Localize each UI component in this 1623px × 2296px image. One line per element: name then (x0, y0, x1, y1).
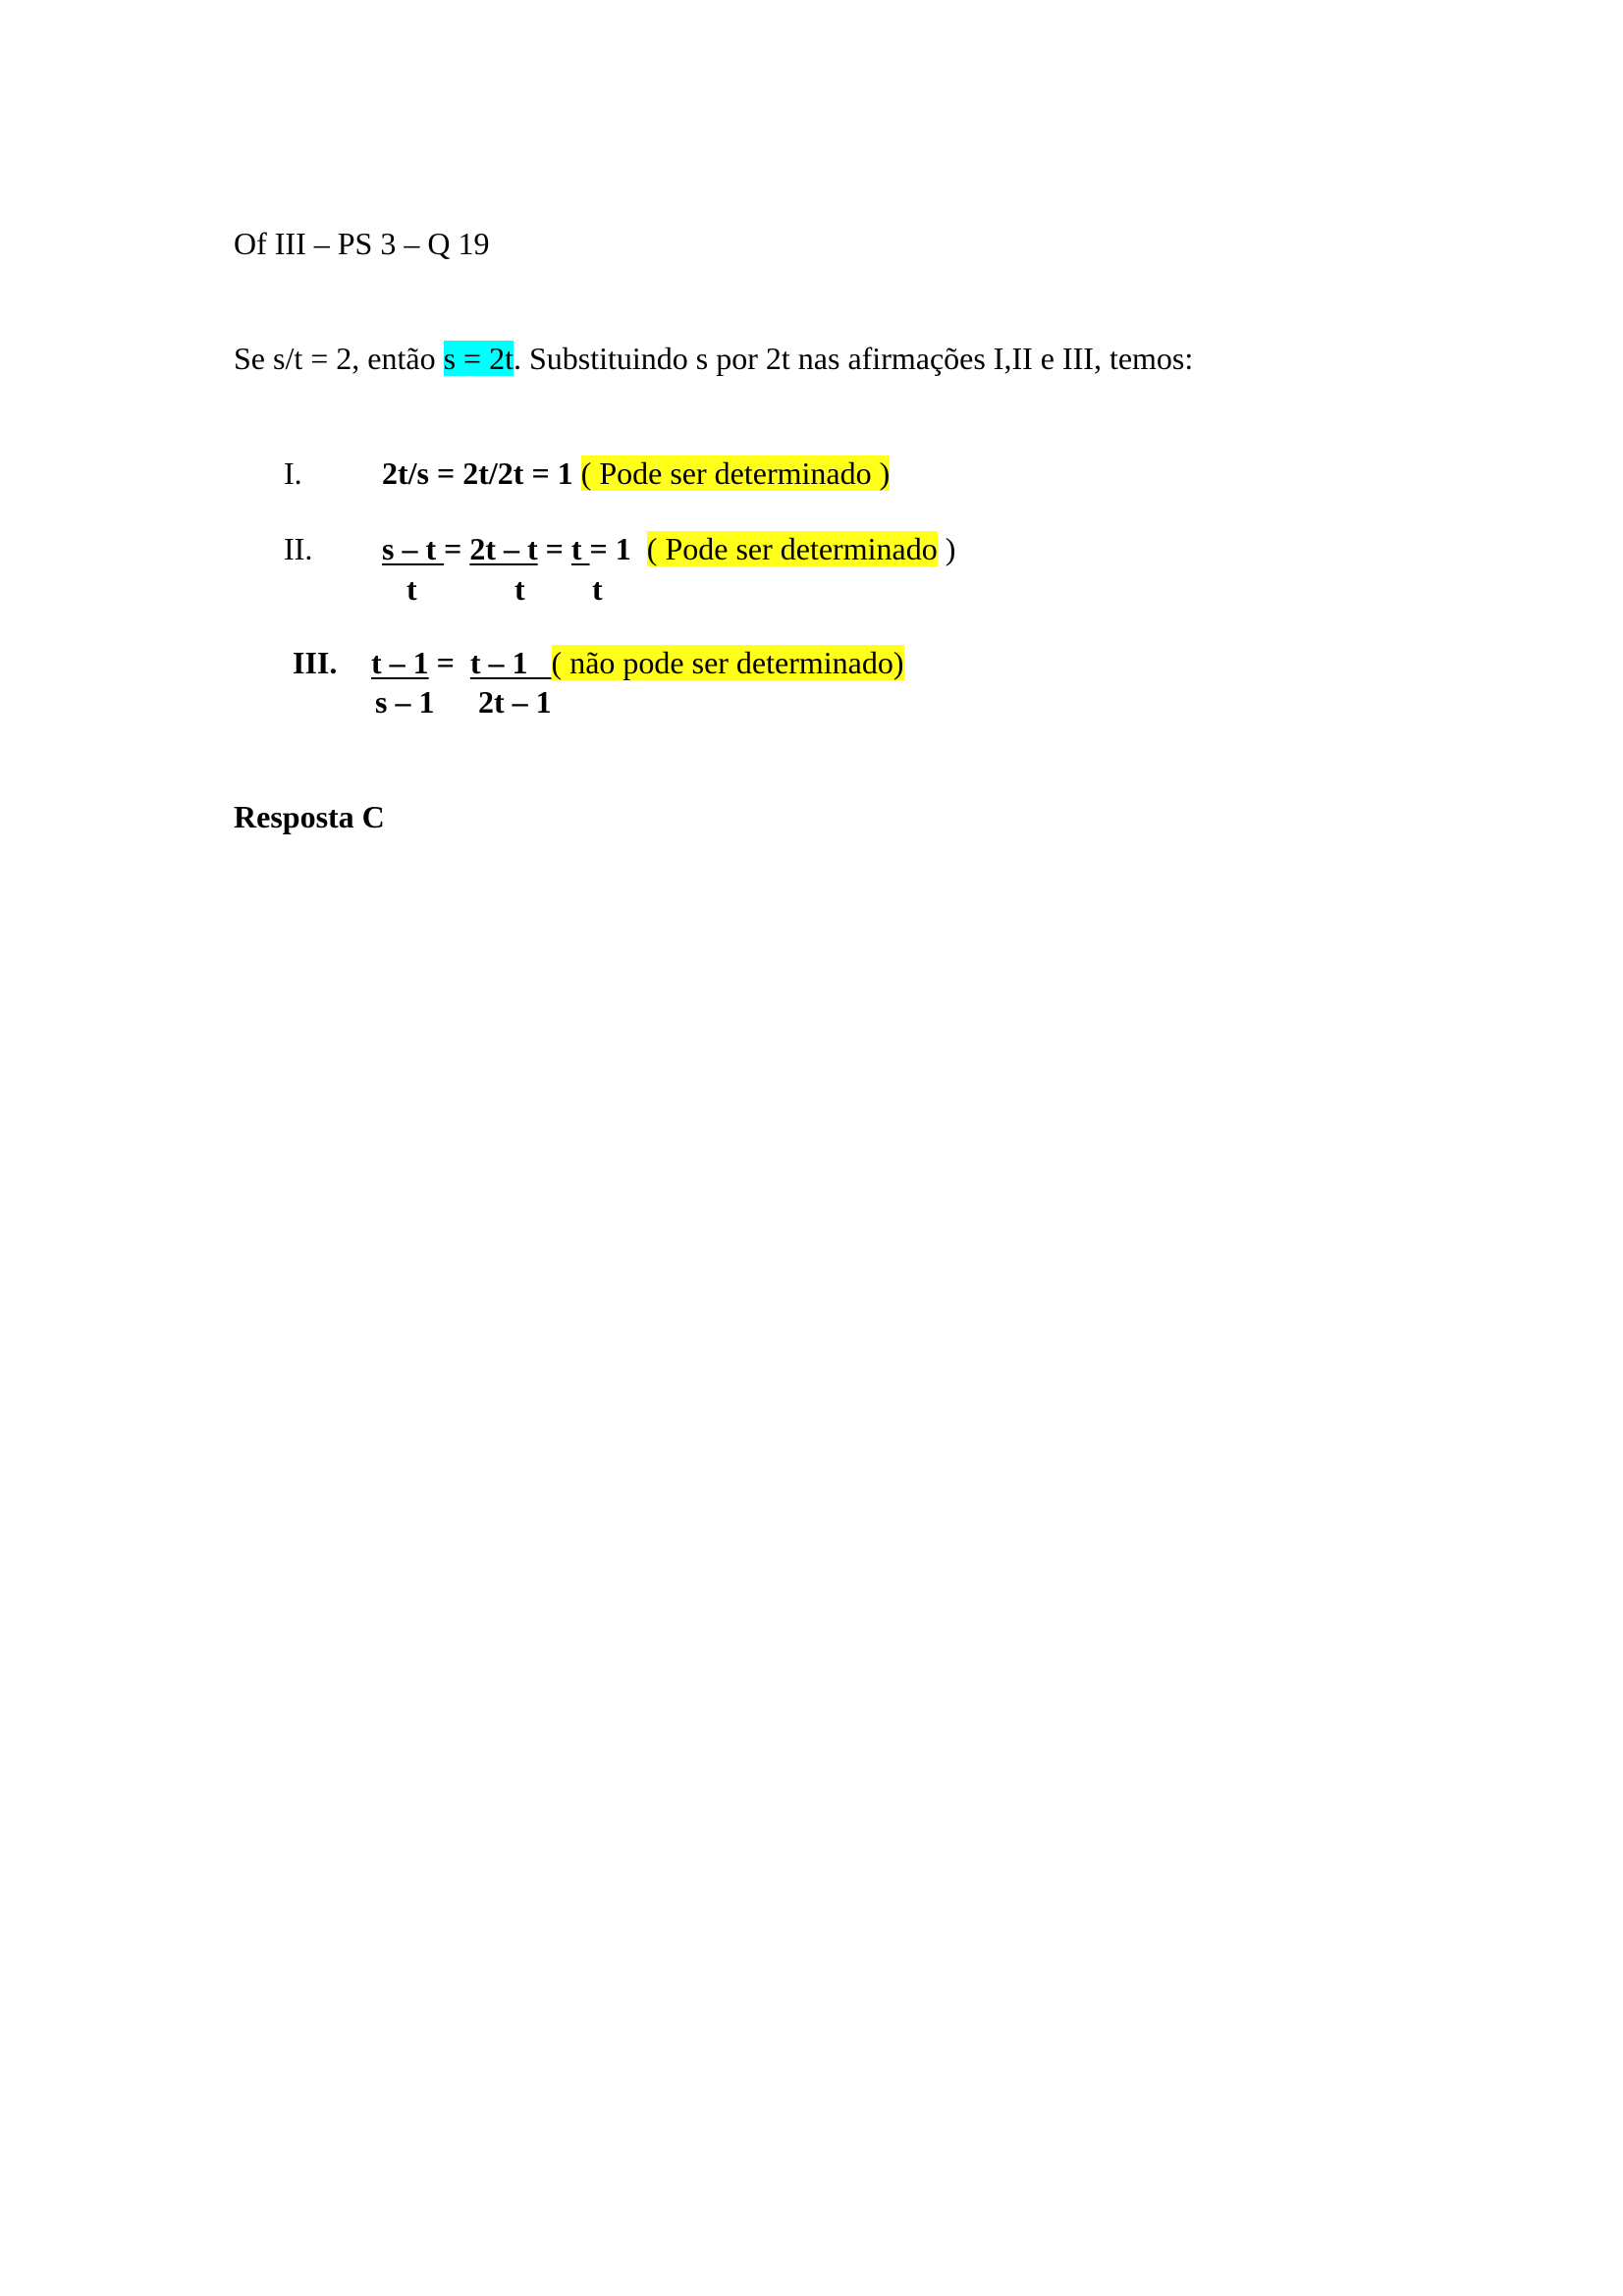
item-1-equation: 2t/s = 2t/2t = 1 (382, 455, 581, 491)
item-2-equals-1: = (444, 531, 470, 566)
item-2-note-close: ) (937, 531, 956, 566)
item-2-denominator-2: t (514, 571, 525, 607)
intro-text-before: Se s/t = 2, então (234, 341, 444, 376)
item-3-note: ( não pode ser determinado) (551, 645, 904, 680)
item-1-row (382, 457, 890, 489)
item-2-numerator-1: s – t (382, 531, 445, 566)
item-3-numeral: III. (293, 645, 338, 680)
item-2-equals-2: = (537, 531, 571, 566)
intro-text-after: . Substituindo s por 2t nas afirmações I,II e III, temos: (513, 341, 1194, 376)
item-2-note: ( Pode ser determinado (646, 531, 938, 566)
item-2-denominator-3: t (592, 571, 603, 607)
item-2-equals-3: = 1 (589, 531, 647, 566)
intro-paragraph (234, 343, 1193, 374)
item-3-equals-1: = (428, 645, 470, 680)
item-3-numerator-1: t – 1 (371, 645, 429, 680)
item-2-numerator-2: 2t – t (469, 531, 538, 566)
item-1-numeral: I. (284, 455, 302, 491)
document-header: Of III – PS 3 – Q 19 (234, 226, 490, 261)
item-2-row (382, 533, 955, 564)
item-3-numerator-2: t – 1 (469, 645, 552, 680)
item-1-note: ( Pode ser determinado ) (580, 455, 891, 491)
item-2-numerator-3: t (570, 531, 590, 566)
item-2-numeral: II. (284, 531, 313, 566)
item-3-denominator-1: s – 1 (375, 684, 435, 720)
answer: Resposta C (234, 799, 385, 834)
item-2-denominator-1: t (406, 571, 417, 607)
item-3-row (371, 647, 904, 678)
item-3-denominator-2: 2t – 1 (478, 684, 552, 720)
intro-highlight: s = 2t (443, 341, 514, 376)
